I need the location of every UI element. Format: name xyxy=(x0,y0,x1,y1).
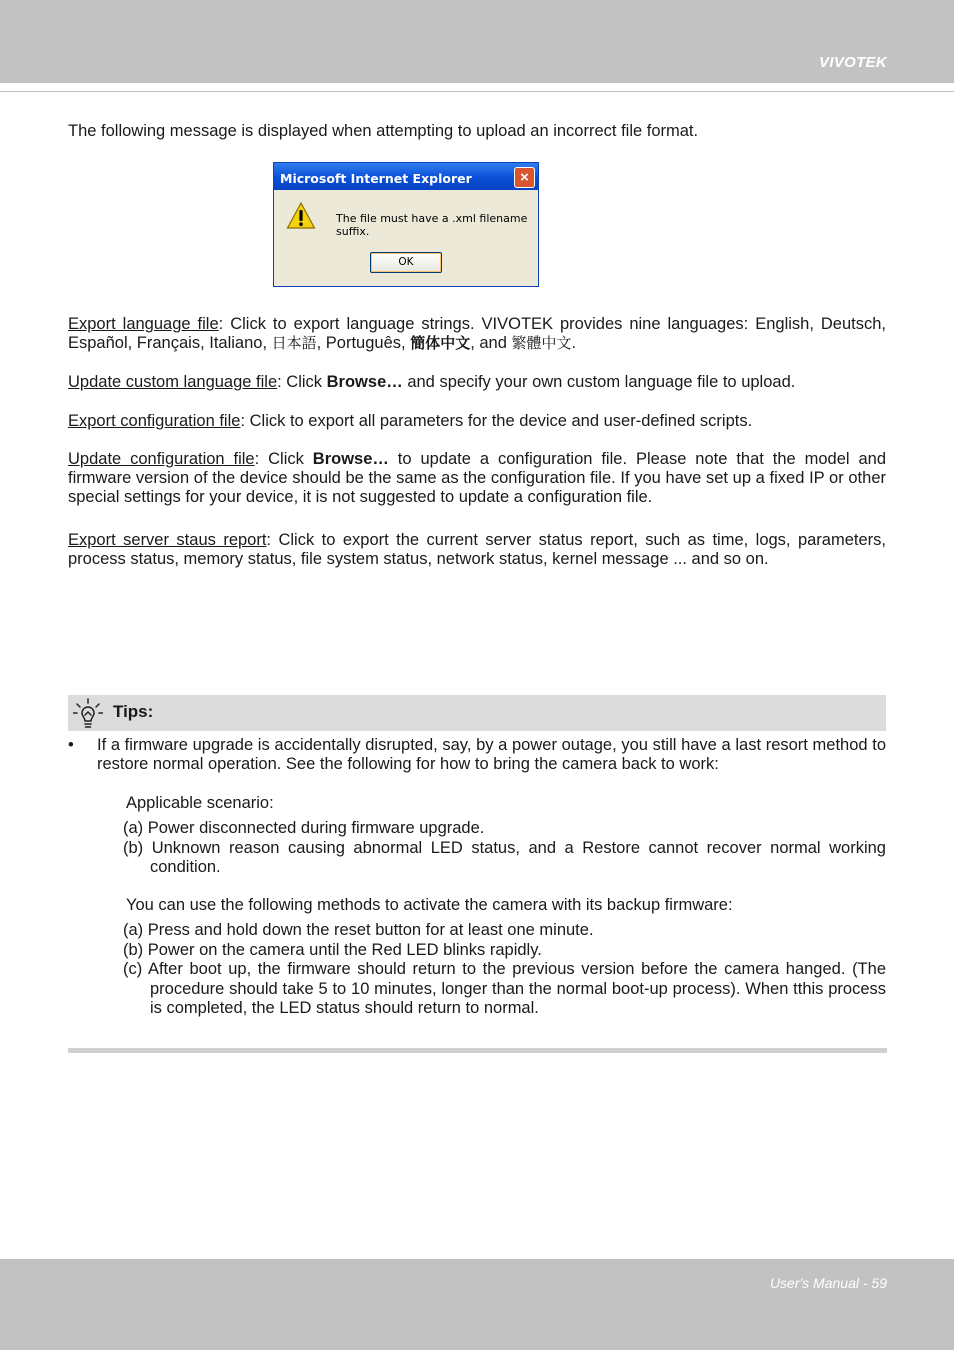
scenario-item: (a) Power disconnected during firmware upgrade. xyxy=(123,819,485,837)
brand-name: VIVOTEK xyxy=(819,54,887,71)
update-config-text: : Click xyxy=(254,450,313,468)
dialog-title: Microsoft Internet Explorer xyxy=(280,171,472,186)
tips-intro: If a firmware upgrade is accidentally disrupted, say, by a power outage, you still have a last resort method to restore normal operation. See the following for how to bring the camera back to work: xyxy=(97,736,886,773)
dialog-titlebar xyxy=(274,163,538,190)
export-status-link[interactable]: Export server staus report xyxy=(68,531,267,549)
page-number: User's Manual - 59 xyxy=(769,1275,887,1291)
export-config-paragraph xyxy=(68,412,886,431)
update-language-text: : Click xyxy=(277,373,327,391)
export-language-text-b: , Português, xyxy=(316,334,411,352)
scenario-list xyxy=(123,819,886,878)
page-header xyxy=(0,0,954,83)
browse-label-2: Browse… xyxy=(312,450,389,468)
export-language-text-c: , and xyxy=(470,334,512,352)
update-language-link[interactable]: Update custom language file xyxy=(68,373,278,391)
export-language-link[interactable]: Export language file xyxy=(68,315,219,333)
tips-header xyxy=(68,695,886,731)
export-status-paragraph xyxy=(68,531,886,569)
warning-icon xyxy=(286,201,316,231)
update-language-text-b: and specify your own custom language file to upload. xyxy=(402,373,796,391)
section-divider xyxy=(68,1048,887,1053)
update-language-paragraph xyxy=(68,373,886,392)
traditional-chinese-label: 繁體中文 xyxy=(511,334,572,352)
intro-text: The following message is displayed when attempting to upload an incorrect file format. xyxy=(68,122,699,140)
scenario-heading: Applicable scenario: xyxy=(126,794,274,812)
export-config-link[interactable]: Export configuration file xyxy=(68,412,241,430)
method-item: (a) Press and hold down the reset button for at least one minute. xyxy=(123,921,594,939)
page-footer xyxy=(0,1259,954,1350)
methods-heading: You can use the following methods to activate the camera with its backup firmware: xyxy=(126,896,733,914)
update-language-section xyxy=(68,373,886,392)
intro-section xyxy=(68,122,886,141)
method-item: (b) Power on the camera until the Red LED blinks rapidly. xyxy=(123,940,542,959)
export-language-section xyxy=(68,315,886,353)
methods-heading-block xyxy=(126,896,886,915)
method-item: (c) After boot up, the firmware should return to the previous version before the camera hanged. (The procedure should take 5 to 10 minutes, longer than the normal boot-up process). When tthis process is completed, the LED status should return to normal. xyxy=(123,960,886,1017)
japanese-label: 日本語 xyxy=(271,334,317,352)
simplified-chinese-label: 簡体中文 xyxy=(410,334,471,352)
tips-title: Tips: xyxy=(113,702,154,721)
tips-intro-block xyxy=(97,736,886,774)
browse-label: Browse… xyxy=(326,373,403,391)
export-language-text: : Click to export language strings. VIVOTEK provides nine languages: English, Deutsch, Español, Français, Italiano, xyxy=(68,315,887,352)
export-config-text: : Click to export all parameters for the device and user-defined scripts. xyxy=(240,412,753,430)
export-language-paragraph xyxy=(68,315,886,353)
close-icon[interactable]: × xyxy=(514,167,535,188)
dialog-message: The file must have a .xml filename suffix. xyxy=(336,212,528,238)
scenario-item: (b) Unknown reason causing abnormal LED status, and a Restore cannot recover normal working condition. xyxy=(123,838,886,876)
update-config-paragraph xyxy=(68,450,886,507)
export-status-section xyxy=(68,531,886,569)
scenario-heading-block xyxy=(126,794,886,813)
header-divider xyxy=(0,91,954,92)
export-status-text: : Click to export the current server status report, such as time, logs, parameters, process status, memory status, file system status, network status, kernel message ... and so on. xyxy=(68,531,886,568)
export-config-section xyxy=(68,412,886,431)
lightbulb-icon xyxy=(73,698,103,730)
update-config-section xyxy=(68,450,886,507)
update-config-link[interactable]: Update configuration file xyxy=(68,450,255,468)
ok-button[interactable]: OK xyxy=(370,252,442,273)
bullet-point: • xyxy=(68,736,74,754)
error-dialog xyxy=(273,162,539,287)
update-config-text-b: to update a configuration file. Please note that the model and firmware version of the device should be the same as the configuration file. If you have set up a fixed IP or other special settings for your device, it is not suggested to update a configuration file. xyxy=(68,450,887,506)
methods-list xyxy=(123,921,886,1019)
export-language-text-d: . xyxy=(571,334,577,352)
